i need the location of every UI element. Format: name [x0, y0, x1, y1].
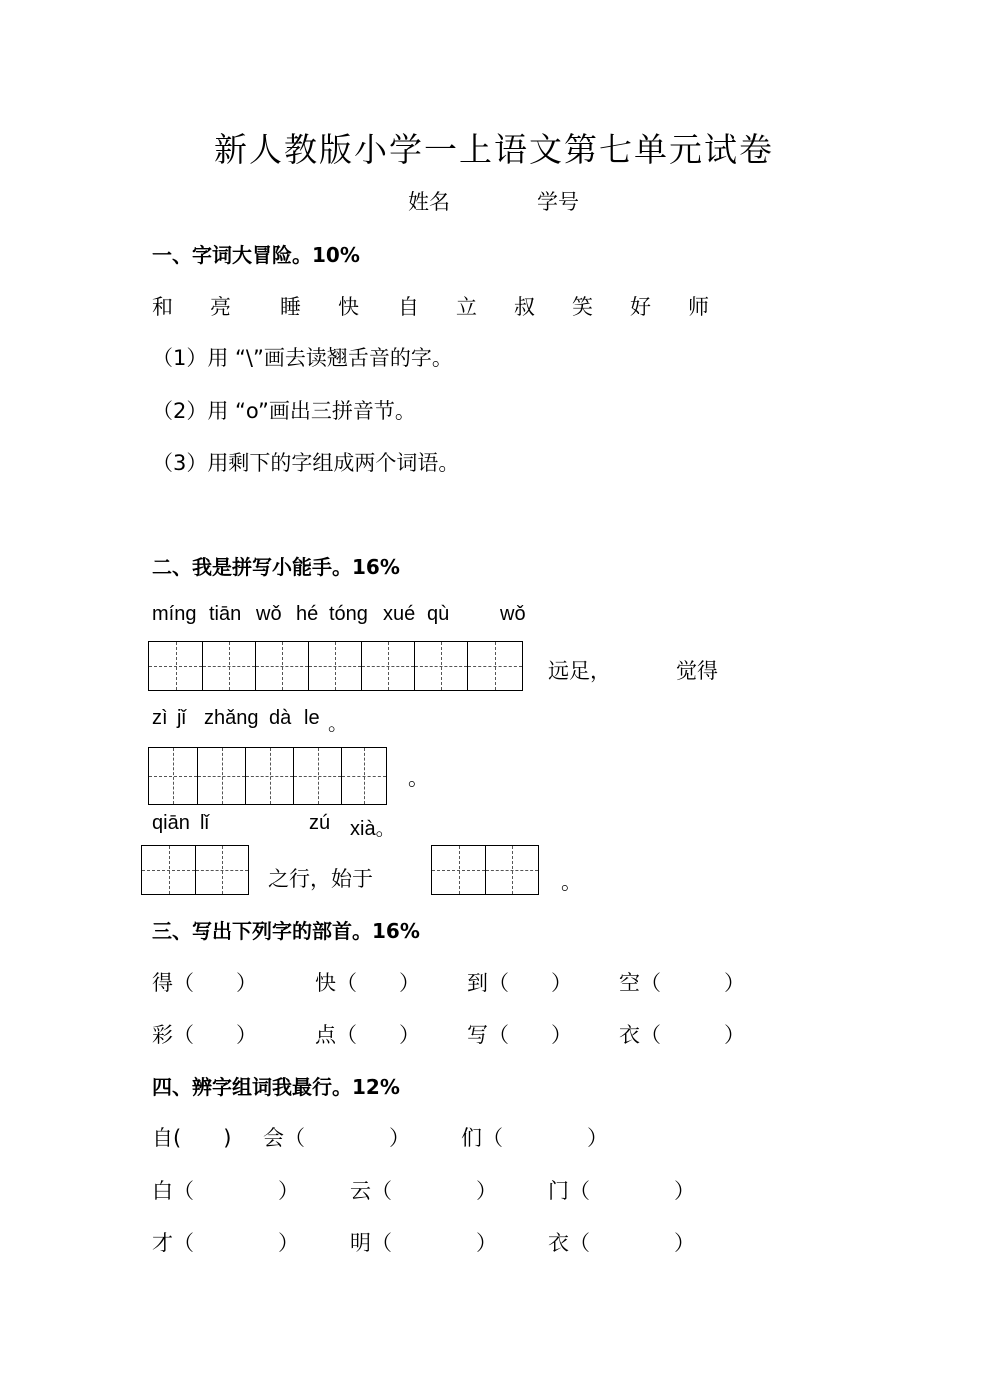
pinyin: hé [296, 603, 319, 625]
section-3-heading: 三、写出下列字的部首。16% [152, 919, 420, 943]
word-item: 衣（ ） [548, 1231, 695, 1255]
word-item: 明（ ） [350, 1231, 497, 1255]
radical-item: 彩（ ） [152, 1023, 257, 1047]
char-item: 师 [688, 295, 709, 319]
word-item: 门（ ） [548, 1179, 695, 1203]
pinyin: xué [383, 603, 416, 625]
section-1-heading: 一、字词大冒险。10% [152, 243, 360, 267]
pinyin: zhǎng [204, 707, 259, 729]
word-item: 才（ ） [152, 1231, 299, 1255]
radical-item: 点（ ） [315, 1023, 420, 1047]
name-label: 姓名 [408, 190, 450, 214]
pinyin: wǒ [500, 603, 526, 625]
line-2-period: 。 [408, 766, 429, 790]
question-1-3: （3）用剩下的字组成两个词语。 [152, 451, 460, 475]
char-item: 亮 [210, 295, 231, 319]
page-title: 新人教版小学一上语文第七单元试卷 [214, 130, 774, 169]
word-item: 白（ ） [152, 1179, 299, 1203]
writing-grid-line-3b[interactable] [431, 845, 539, 895]
pinyin: le [304, 707, 320, 729]
word-item: 云（ ） [350, 1179, 497, 1203]
word-item: 自( ) [152, 1126, 232, 1150]
pinyin: xià。 [350, 818, 396, 840]
pinyin: qù [427, 603, 450, 625]
section-4-heading: 四、辨字组词我最行。12% [152, 1075, 400, 1099]
char-item: 叔 [514, 295, 535, 319]
writing-grid-line-2[interactable] [148, 747, 387, 805]
pinyin: zì [152, 707, 168, 729]
word-item: 会（ ） [263, 1126, 410, 1150]
radical-item: 写（ ） [467, 1023, 572, 1047]
pinyin: lǐ [200, 812, 209, 834]
char-item: 快 [338, 295, 359, 319]
pinyin: tóng [329, 603, 368, 625]
pinyin: tiān [209, 603, 242, 625]
writing-grid-line-1[interactable] [148, 641, 523, 691]
pinyin: wǒ [256, 603, 282, 625]
question-1-2: （2）用 “o”画出三拼音节。 [152, 399, 416, 423]
writing-grid-line-3a[interactable] [141, 845, 249, 895]
radical-item: 衣（ ） [619, 1023, 745, 1047]
pinyin: dà [269, 707, 292, 729]
line-1-text: 远足， [548, 659, 611, 683]
section-2-heading: 二、我是拼写小能手。16% [152, 555, 400, 579]
char-item: 笑 [572, 295, 593, 319]
student-id-label: 学号 [537, 190, 579, 214]
radical-item: 得（ ） [152, 971, 257, 995]
line-3-text: 之行，始于 [268, 867, 373, 891]
radical-item: 空（ ） [619, 971, 745, 995]
line-1-text-2: 觉得 [676, 659, 718, 683]
char-item: 睡 [280, 295, 301, 319]
pinyin: 。 [328, 713, 348, 735]
char-item: 和 [152, 295, 173, 319]
pinyin: qiān [152, 812, 190, 834]
char-item: 自 [398, 295, 419, 319]
radical-item: 快（ ） [315, 971, 420, 995]
char-item: 好 [630, 295, 651, 319]
pinyin: zú [309, 812, 331, 834]
pinyin: jǐ [177, 707, 186, 729]
radical-item: 到（ ） [467, 971, 572, 995]
word-item: 们（ ） [461, 1126, 608, 1150]
pinyin: míng [152, 603, 197, 625]
question-1-1: （1）用 “\”画去读翘舌音的字。 [152, 346, 453, 370]
line-3-period: 。 [561, 870, 582, 894]
char-item: 立 [456, 295, 477, 319]
